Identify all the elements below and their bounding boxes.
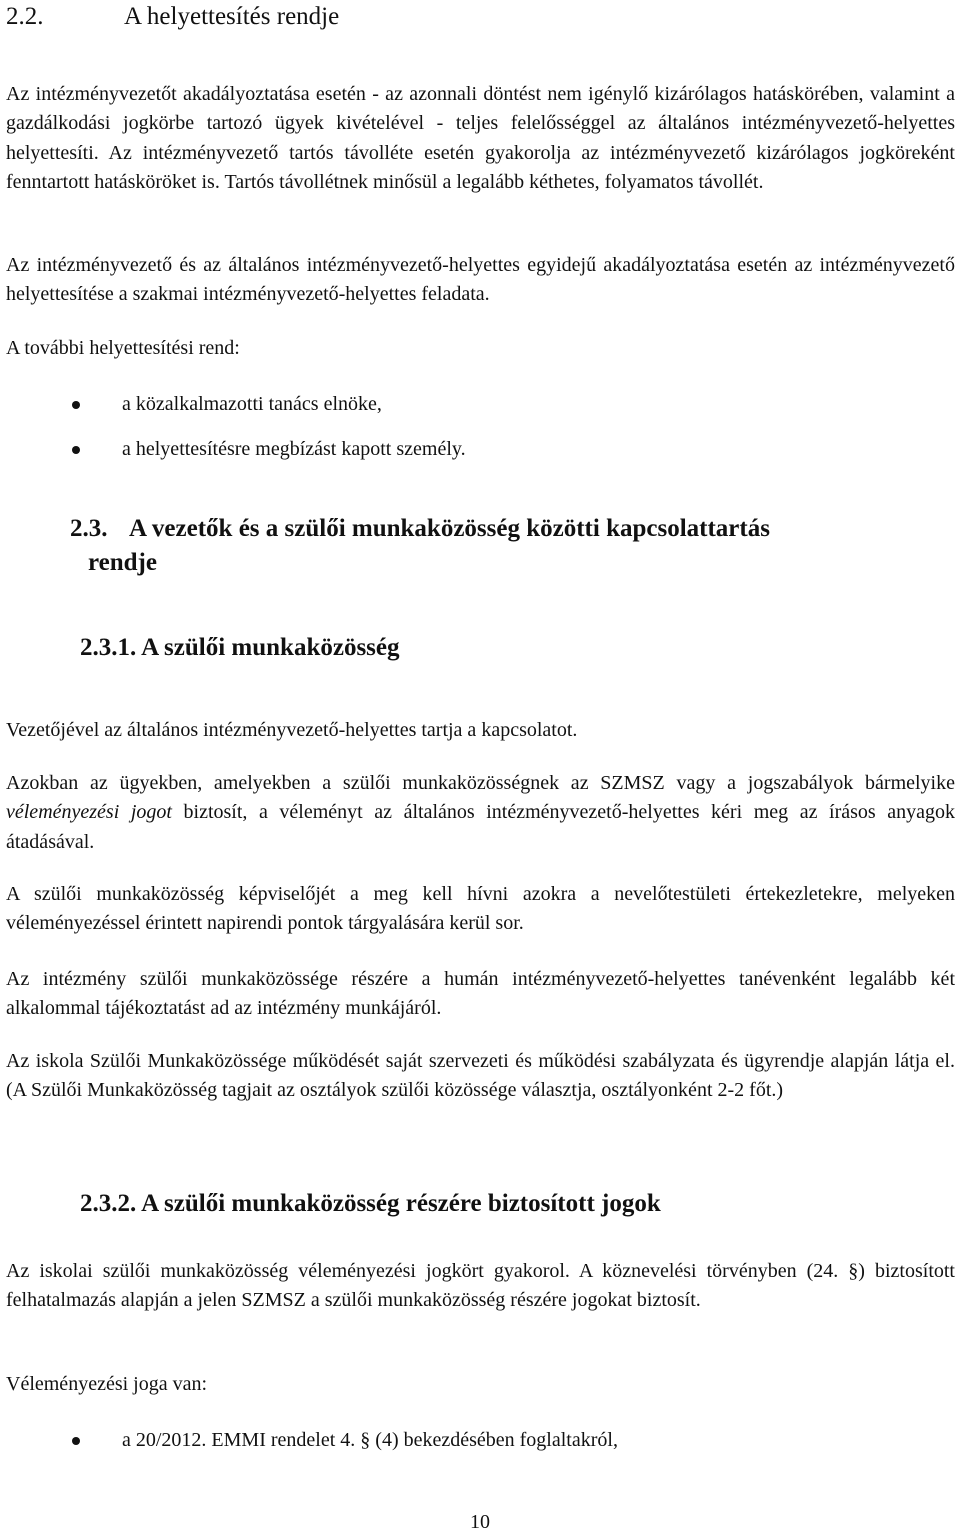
section-title: A helyettesítés rendje <box>124 3 340 30</box>
list-item-text: a közalkalmazotti tanács elnöke, <box>122 393 382 415</box>
page-number: 10 <box>470 1511 490 1533</box>
section-2-3-1-heading <box>80 631 400 665</box>
list-item-text: a helyettesítésre megbízást kapott személy. <box>122 438 466 460</box>
paragraph: A szülői munkaközösség képviselőjét a meg kell hívni azokra a nevelőtestületi értekezletekre, melyeken véleményezéssel érintett napirendi pontok tárgyalására kerül sor. <box>6 883 955 935</box>
section-title-continued: rendje <box>88 549 157 576</box>
section-title: A szülői munkaközösség <box>141 634 400 661</box>
bullet-icon <box>72 1437 80 1445</box>
emphasis-text: véleményezési jogot <box>6 801 172 824</box>
paragraph: Az intézmény szülői munkaközössége részére a humán intézményvezető-helyettes tanévenként legalább két alkalommal tájékoztatást ad az intézmény munkájáról. <box>6 968 955 1020</box>
list-item-text: a 20/2012. EMMI rendelet 4. § (4) bekezdésében foglaltakról, <box>122 1429 618 1451</box>
paragraph: A további helyettesítési rend: <box>6 337 240 359</box>
bullet-icon <box>72 401 80 409</box>
paragraph-text: Azokban az ügyekben, amelyekben a szülői munkaközösségnek az SZMSZ vagy a jogszabályok bármelyike <box>6 772 955 794</box>
section-2-3-2-heading <box>80 1187 661 1221</box>
paragraph: Az intézményvezető és az általános intézményvezető-helyettes egyidejű akadályoztatása esetén az intézményvezető helyettesítése a szakmai intézményvezető-helyettes feladata. <box>6 254 955 306</box>
paragraph-text: biztosít, a véleményt az általános intézményvezető-helyettes kéri meg az írásos anyagok átadásával. <box>6 801 955 853</box>
paragraph: Véleményezési joga van: <box>6 1373 208 1395</box>
section-number: 2.3.1. <box>80 634 137 661</box>
section-title: A vezetők és a szülői munkaközösség közötti kapcsolattartás <box>129 515 770 542</box>
paragraph: Az iskolai szülői munkaközösség véleményezési jogkört gyakorol. A köznevelési törvényben (24. §) biztosított felhatalmazás alapján a jelen SZMSZ a szülői munkaközösség részére jogokat biztosít. <box>6 1260 955 1312</box>
paragraph: Az intézményvezetőt akadályoztatása esetén - az azonnali döntést nem igénylő kizárólagos hatáskörében, valamint a gazdálkodási jogkörbe tartozó ügyek kivételével - teljes felelősséggel az általános intézményvezető-helyettes helyettesíti. Az intézményvezető tartós távolléte esetén gyakorolja az intézményvezető kizárólagos jogköreként fenntartott hatásköröket is. Tartós távollétnek minősül a legalább kéthetes, folyamatos távollét. <box>6 83 955 193</box>
section-number: 2.3.2. <box>80 1190 137 1217</box>
paragraph: Az iskola Szülői Munkaközössége működését saját szervezeti és működési szabályzata és ügyrendje alapján látja el. (A Szülői Munkaközösség tagjait az osztályok szülői közössége választja, osztályonként 2-2 főt.) <box>6 1050 955 1102</box>
section-number: 2.2. <box>6 3 44 30</box>
paragraph: Vezetőjével az általános intézményvezető-helyettes tartja a kapcsolatot. <box>6 719 578 741</box>
section-number: 2.3. <box>70 515 108 542</box>
paragraph <box>6 769 955 857</box>
bullet-icon <box>72 446 80 454</box>
section-title: A szülői munkaközösség részére biztosított jogok <box>141 1190 661 1217</box>
section-2-2-heading <box>6 2 339 32</box>
